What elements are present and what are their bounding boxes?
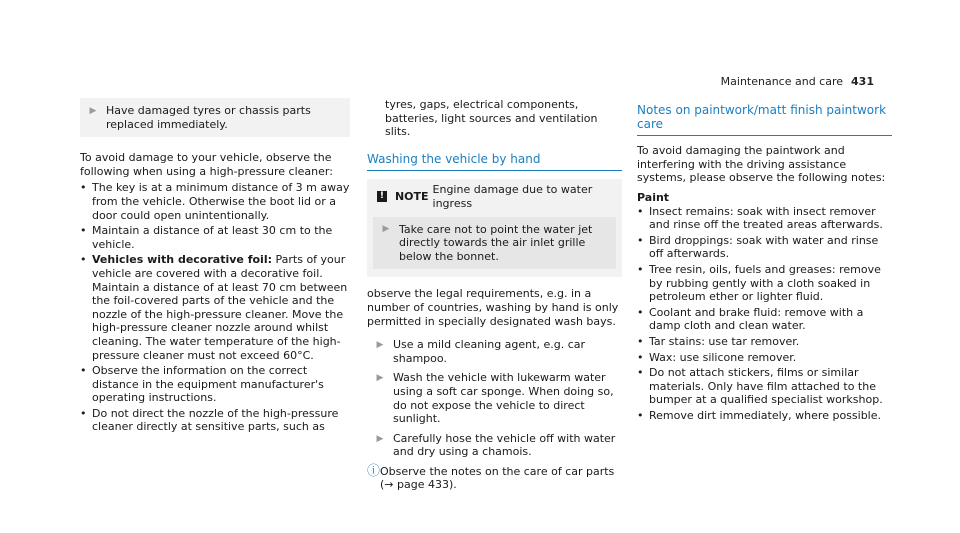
section-title-paintwork: Notes on paintwork/matt finish paintwork care (637, 104, 892, 136)
list-item: • Do not attach stickers, films or similar materials. Only have film attached to the bumper at a qualified specialist workshop. (637, 366, 892, 407)
section-heading: Maintenance and care (720, 75, 844, 88)
list-item: • Tar stains: use tar remover. (637, 335, 892, 349)
column-right (637, 98, 892, 424)
bullet-list (80, 181, 350, 434)
column-left (80, 98, 350, 436)
instruction-step: ▶ Use a mild cleaning agent, e.g. car shampoo. (367, 338, 622, 365)
info-text[interactable]: Observe the notes on the care of car parts (→ page 433). (380, 464, 615, 492)
instruction-step: ▶ Wash the vehicle with lukewarm water using a soft car sponge. When doing so, do not expose the vehicle to direct sunlight. (367, 371, 622, 425)
note-title: Engine damage due to water ingress (432, 183, 593, 210)
column-middle (367, 98, 622, 492)
bold-label: Vehicles with decorative foil: (92, 253, 272, 267)
intro-text: To avoid damaging the paintwork and interfering with the driving assistance systems, please observe the following notes: (637, 144, 886, 185)
list-item: • Do not direct the nozzle of the high-pressure cleaner directly at sensitive parts, such as (80, 407, 350, 434)
warning-icon: ! (377, 191, 387, 202)
continued-text: tyres, gaps, electrical components, batteries, light sources and ventilation slits. (385, 98, 598, 139)
note-step (373, 217, 616, 270)
page-number: 431 (851, 75, 874, 88)
instruction-step-box (80, 98, 350, 137)
list-item: • Coolant and brake fluid: remove with a damp cloth and clean water. (637, 306, 892, 333)
note-step-text: Take care not to point the water jet directly towards the air inlet grille below the bonnet. (399, 222, 593, 263)
paragraph: observe the legal requirements, e.g. in a number of countries, washing by hand is only permitted in specially designated wash bays. (367, 287, 619, 328)
step-text: Have damaged tyres or chassis parts replaced immediately. (106, 104, 311, 131)
list-item: • Tree resin, oils, fuels and greases: remove by rubbing gently with a cloth soaked in petroleum ether or lighter fluid. (637, 263, 892, 304)
info-icon: ⓘ (367, 463, 381, 479)
section-title-washing: Washing the vehicle by hand (367, 153, 622, 172)
step-arrow-icon: ▶ (376, 433, 384, 444)
note-label: NOTE (394, 190, 429, 204)
step-arrow-icon: ▶ (376, 373, 384, 384)
bullet-list (637, 205, 892, 423)
note-header (373, 183, 616, 210)
subheading-paint: Paint (637, 190, 670, 204)
step-arrow-icon: ▶ (382, 223, 390, 234)
list-item: • Remove dirt immediately, where possible. (637, 409, 892, 423)
list-item: • The key is at a minimum distance of 3 m away from the vehicle. Otherwise the boot lid or a door could open unintentionally. (80, 181, 350, 222)
list-item: • Wax: use silicone remover. (637, 351, 892, 365)
info-note (367, 465, 622, 492)
step-arrow-icon: ▶ (89, 106, 97, 116)
note-box (367, 179, 622, 277)
page-header (721, 75, 874, 89)
list-item: • Observe the information on the correct distance in the equipment manufacturer's operating instructions. (80, 364, 350, 405)
step-arrow-icon: ▶ (376, 340, 384, 351)
instruction-step: ▶ Carefully hose the vehicle off with water and dry using a chamois. (367, 432, 622, 459)
intro-text: To avoid damage to your vehicle, observe the following when using a high-pressure cleaner: (80, 151, 333, 178)
list-item: • Insect remains: soak with insect remover and rinse off the treated areas afterwards. (637, 205, 892, 232)
list-item: • Vehicles with decorative foil: Parts of your vehicle are covered with a decorative foil. Maintain a distance of at least 70 cm between the foil-covered parts of the vehicle and the nozzle of the high-pressure cleaner. Move the high-pressure cleaner nozzle around whilst cleaning. The water temperature of the high-pressure cleaner must not exceed 60°C. (80, 253, 350, 362)
list-item: • Maintain a distance of at least 30 cm to the vehicle. (80, 224, 350, 251)
list-item: • Bird droppings: soak with water and rinse off afterwards. (637, 234, 892, 261)
